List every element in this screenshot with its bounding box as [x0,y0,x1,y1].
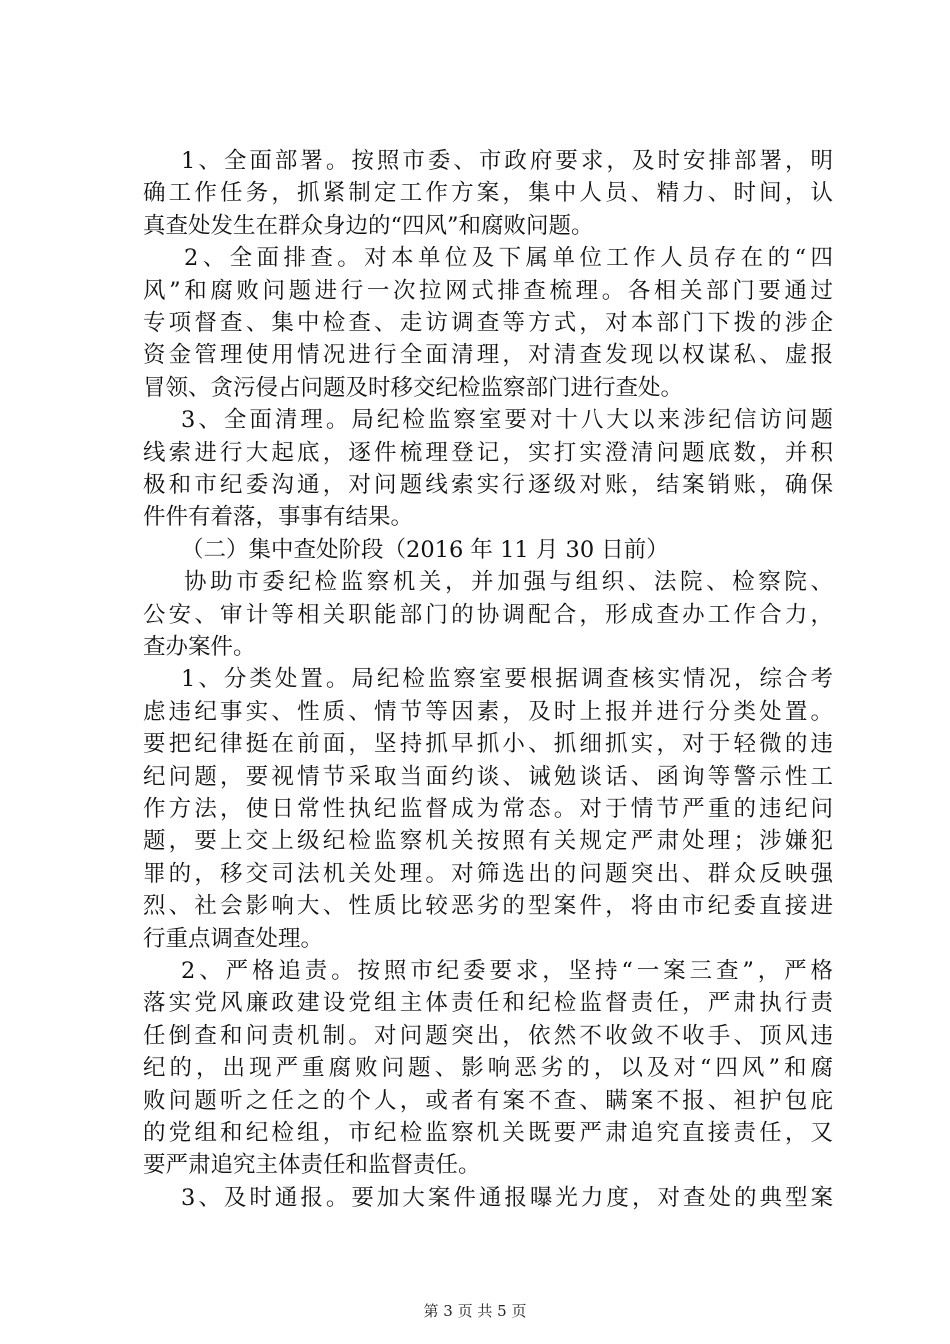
text-line: 虑违纪事实、性质、情节等因素，及时上报并进行分类处置。 [143,698,833,725]
text-line: 纪问题，要视情节采取当面约谈、诫勉谈话、函询等警示性工 [143,763,833,790]
page-number-footer: 第 3 页 共 5 页 [423,1302,527,1320]
text-line: 极和市纪委沟通，对问题线索实行逐级对账，结案销账，确保 [143,472,833,498]
text-line: 落实党风廉政建设党组主体责任和纪检监督责任，严肃执行责 [143,990,833,1017]
text-line: 的党组和纪检组，市纪检监察机关既要严肃追究直接责任，又 [143,1120,833,1146]
text-line: 要把纪律挺在前面，坚持抓早抓小、抓细抓实，对于轻微的违 [143,731,833,758]
text-line: 要严肃追究主体责任和监督责任。 [143,1152,481,1179]
text-line: 公安、审计等相关职能部门的协调配合，形成查办工作合力， [143,601,833,628]
text-line: 协助市委纪检监察机关，并加强与组织、法院、检察院、 [184,569,833,596]
text-line: 纪的，出现严重腐败问题、影响恶劣的，以及对“四风”和腐 [143,1055,833,1082]
text-line: 题，要上交上级纪检监察机关按照有关规定严肃处理；涉嫌犯 [143,828,833,855]
text-line: 风”和腐败问题进行一次拉网式排查梳理。各相关部门要通过 [143,277,833,304]
text-line: 2、严格追责。按照市纪委要求，坚持“一案三查”，严格 [181,958,833,984]
text-line: 罪的，移交司法机关处理。对筛选出的问题突出、群众反映强 [143,860,833,887]
text-line: 查办案件。 [143,634,256,660]
text-line: 3、全面清理。局纪检监察室要对十八大以来涉纪信访问题 [181,407,833,434]
text-line: 冒领、贪污侵占问题及时移交纪检监察部门进行查处。 [143,374,684,401]
text-line: 行重点调查处理。 [143,925,324,952]
text-line: 1、全面部署。按照市委、市政府要求，及时安排部署，明 [181,148,833,174]
text-line: 线索进行大起底，逐件梳理登记，实打实澄清问题底数，并积 [143,439,833,466]
text-line: 任倒查和问责机制。对问题突出，依然不收敛不收手、顶风违 [143,1022,833,1049]
text-line: 烈、社会影响大、性质比较恶劣的型案件，将由市纪委直接进 [143,893,833,920]
text-line: 件件有着落，事事有结果。 [143,504,414,531]
text-line: 2、全面排查。对本单位及下属单位工作人员存在的“四 [184,245,833,272]
text-line: 真查处发生在群众身边的“四风”和腐败问题。 [143,212,594,239]
text-line: 资金管理使用情况进行全面清理，对清查发现以权谋私、虚报 [143,342,833,369]
text-line: 作方法，使日常性执纪监督成为常态。对于情节严重的违纪问 [143,796,833,822]
text-line: 专项督查、集中检查、走访调查等方式，对本部门下拨的涉企 [143,310,833,336]
text-line: 确工作任务，抓紧制定工作方案，集中人员、精力、时间，认 [143,180,833,207]
section-heading: （二）集中查处阶段（2016 年 11 月 30 日前） [181,536,669,563]
text-line: 1、分类处置。局纪检监察室要根据调查核实情况，综合考 [181,666,833,693]
text-line: 3、及时通报。要加大案件通报曝光力度，对查处的典型案 [181,1184,833,1211]
text-line: 败问题听之任之的个人，或者有案不查、瞒案不报、袒护包庇 [143,1087,833,1114]
